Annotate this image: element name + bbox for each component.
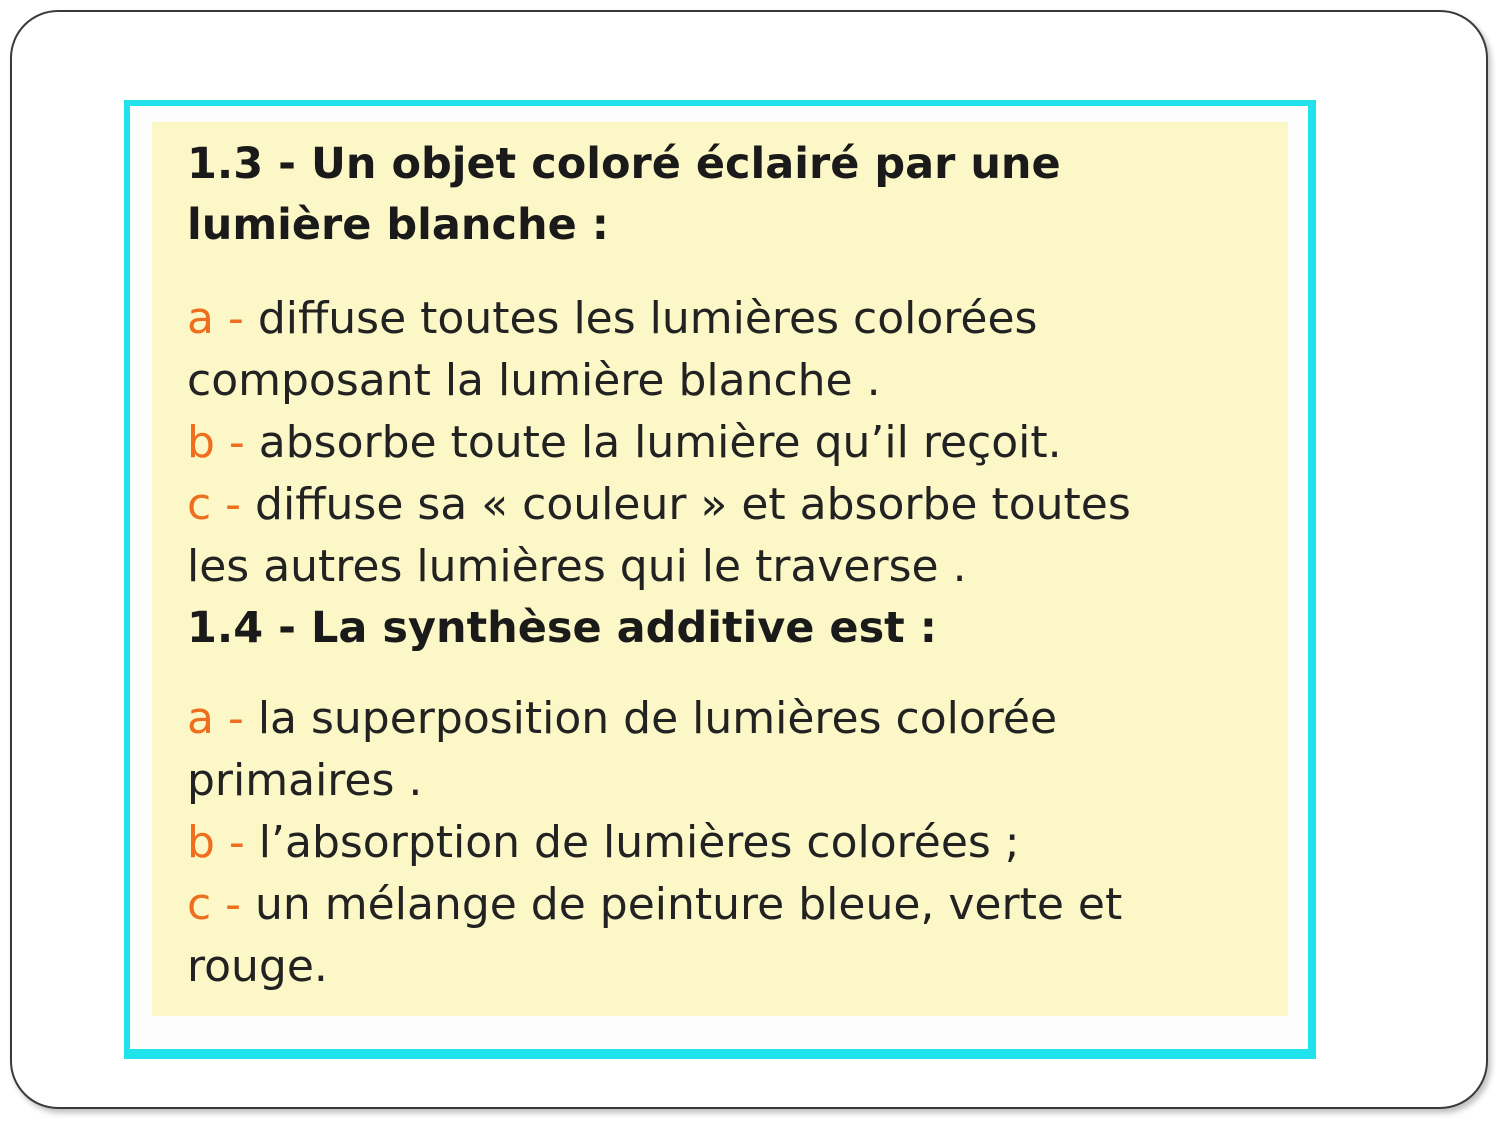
option-1-3-c — [187, 474, 1131, 536]
option-1-3-c-continuation: les autres lumières qui le traverse . — [187, 541, 967, 592]
option-1-4-a — [187, 688, 1122, 750]
option-1-4-c-continuation: rouge. — [187, 941, 328, 992]
option-letter: b - — [187, 417, 245, 468]
question-1-3-heading-line1: 1.3 - Un objet coloré éclairé par une — [187, 139, 1061, 189]
option-1-3-a — [187, 288, 1131, 350]
option-text: la superposition de lumières colorée — [243, 693, 1058, 744]
option-letter: c - — [187, 879, 242, 930]
option-letter: a - — [187, 293, 244, 344]
option-letter: b - — [187, 817, 245, 868]
question-1-4-heading — [187, 598, 937, 659]
question-1-3-heading-line2: lumière blanche : — [187, 200, 609, 250]
option-text: absorbe toute la lumière qu’il reçoit. — [244, 417, 1062, 468]
option-text: un mélange de peinture bleue, verte et — [241, 879, 1123, 930]
question-1-3-options — [187, 288, 1131, 598]
option-letter: a - — [187, 693, 244, 744]
option-letter: c - — [187, 479, 242, 530]
question-1-4-options — [187, 688, 1122, 998]
option-1-3-a-continuation: composant la lumière blanche . — [187, 355, 881, 406]
option-1-4-b — [187, 812, 1122, 874]
question-1-4-heading-line1: 1.4 - La synthèse additive est : — [187, 603, 937, 653]
option-text: diffuse toutes les lumières colorées — [243, 293, 1038, 344]
option-text: l’absorption de lumières colorées ; — [244, 817, 1020, 868]
quiz-card — [152, 122, 1288, 1016]
option-text: diffuse sa « couleur » et absorbe toutes — [241, 479, 1131, 530]
option-1-4-c — [187, 874, 1122, 936]
option-1-3-b — [187, 412, 1131, 474]
option-1-4-a-continuation: primaires . — [187, 755, 423, 806]
question-1-3-heading — [187, 134, 1061, 256]
